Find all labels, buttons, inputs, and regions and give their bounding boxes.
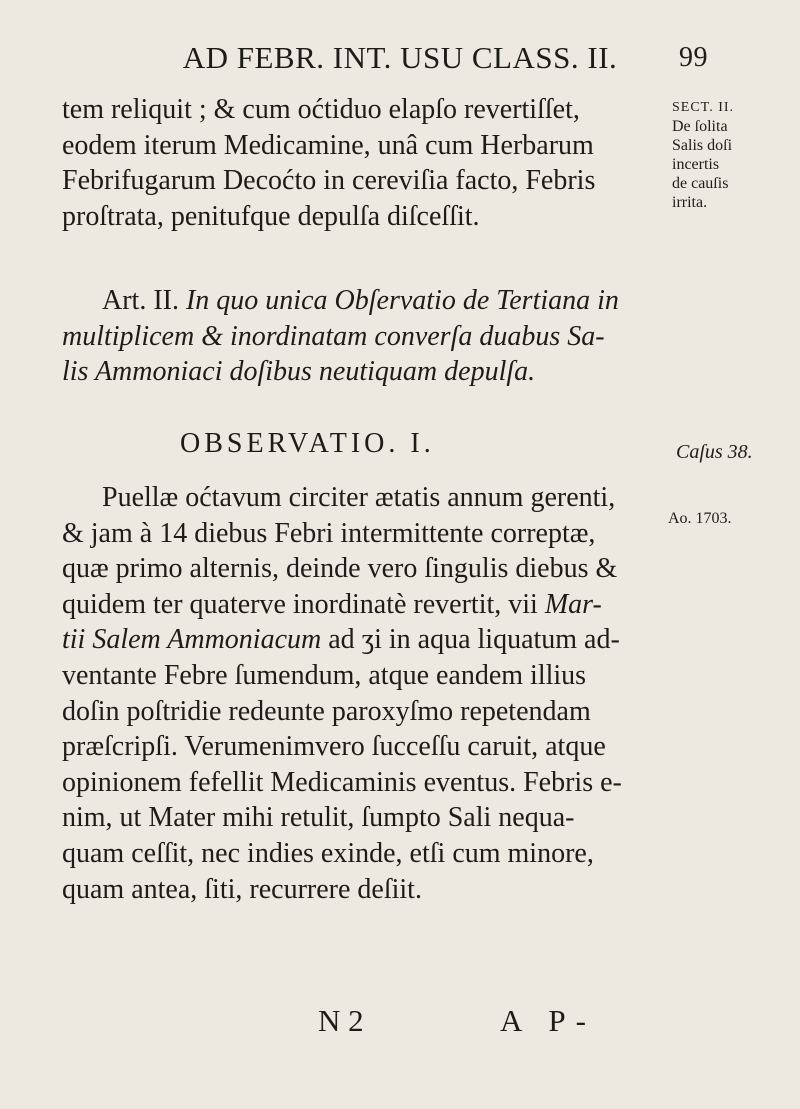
paragraph-continuation [62,92,595,234]
article-title-line: In quo unica Obſervatio de Tertiana in [185,285,619,316]
margin-line: Salis doſi [672,137,733,154]
article-title-line: multiplicem & inordinatam converſa duabus Sa- [62,320,605,352]
text-line: quam antea, ſiti, recurrere deſiit. [62,873,422,905]
signature-mark: N 2 [318,1003,364,1038]
margin-line: De ſolita [672,118,728,135]
text-line: opinionem fefellit Medicaminis eventus. Febris e- [62,766,622,798]
text-line: quam ceſſit, nec indies exinde, etſi cum minore, [62,837,594,869]
page-number: 99 [679,42,708,73]
margin-section: SECT. II. [672,100,735,115]
margin-line: de cauſis [672,175,729,192]
margin-note [672,98,734,212]
text-line: proſtrata, penitufque depulſa diſceſſit. [62,200,480,232]
article-number: Art. II. [102,285,179,316]
running-header [0,40,800,76]
text-line: ventante Febre ſumendum, atque eandem illius [62,659,587,691]
catchword: A P- [500,1003,596,1038]
article-heading [62,283,619,390]
article-title-line: lis Ammoniaci doſibus neutiquam depulſa. [62,356,536,387]
text-line: Febrifugarum Decoćto in cereviſia facto, Febris [62,165,596,196]
text-line: nim, ut Mater mihi retulit, ſumpto Sali nequa- [62,802,575,834]
text-line: eodem iterum Medicamine, unâ cum Herbarum [62,129,594,161]
text-line: & jam à 14 diebus Febri intermittente correptæ, [62,517,596,549]
observation-body [62,480,622,907]
year-margin-note: Ao. 1703. [668,510,732,527]
margin-line: incertis [672,156,720,173]
casus-margin-note: Caſus 38. [676,441,753,463]
text-line: tem reliquit ; & cum oćtiduo elapſo revertiſſet, [62,94,580,125]
margin-line: irrita. [672,194,708,211]
text-line: doſin poſtridie redeunte paroxyſmo repetendam [62,695,591,727]
text-line: tii Salem Ammoniacum ad ʒi in aqua liquatum ad- [62,624,620,656]
header-title: AD FEBR. INT. USU CLASS. II. [182,40,618,75]
text-line: Puellæ oćtavum circiter ætatis annum gerenti, [102,482,616,513]
text-line: quæ primo alternis, deinde vero ſingulis diebus & [62,553,618,585]
observatio-heading: OBSERVATIO. I. [180,428,435,459]
text-line: præſcripſi. Verumenimvero ſucceſſu caruit, atque [62,731,606,763]
text-line: quidem ter quaterve inordinatè revertit, vii Mar- [62,588,602,620]
